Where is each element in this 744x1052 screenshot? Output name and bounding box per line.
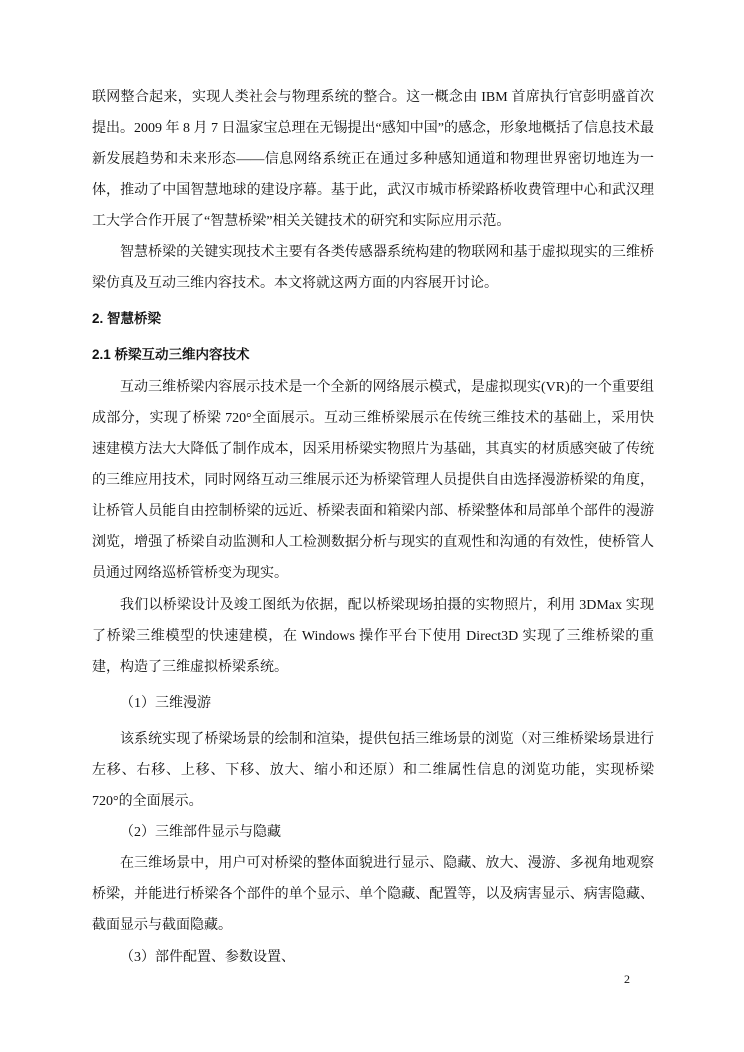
paragraph-roaming: 该系统实现了桥梁场景的绘制和渲染，提供包括三维场景的浏览（对三维桥梁场景进行左移、右移、上移、下移、放大、缩小和还原）和二维属性信息的浏览功能，实现桥梁 720°的全面展示。 bbox=[92, 732, 654, 809]
subheading-show-hide: （2）三维部件显示与隐藏 bbox=[120, 825, 281, 840]
paragraph-key-tech: 智慧桥梁的关键实现技术主要有各类传感器系统构建的物联网和基于虚拟现实的三维桥梁仿真及互动三维内容技术。本文将就这两方面的内容展开讨论。 bbox=[92, 245, 654, 291]
paragraph-intro-cont: 联网整合起来，实现人类社会与物理系统的整合。这一概念由 IBM 首席执行官彭明盛首次提出。2009 年 8 月 7 日温家宝总理在无锡提出“感知中国”的感念，形象地概括了信息技术最新发展趋势和未来形态——信息网络系统正在通过多种感知通道和物理世界密切地连为一体，推动了中国智慧地球的建设序幕。基于此，武汉市城市桥梁路桥收费管理中心和武汉理工大学合作开展了“智慧桥梁”相关关键技术的研究和实际应用示范。 bbox=[92, 90, 654, 229]
subheading-3d-roaming: （1）三维漫游 bbox=[120, 696, 211, 711]
paragraph-interactive-3d: 互动三维桥梁内容展示技术是一个全新的网络展示模式，是虚拟现实(VR)的一个重要组成部分，实现了桥梁 720°全面展示。互动三维桥梁展示在传统三维技术的基础上，采用快速建模方法大大降低了制作成本，因采用桥梁实物照片为基础，其真实的材质感突破了传统的三维应用技术，同时网络互动三维展示还为桥梁管理人员提供自由选择漫游桥梁的角度，让桥管人员能自由控制桥梁的远近、桥梁表面和箱梁内部、桥梁整体和局部单个部件的漫游浏览，增强了桥梁自动监测和人工检测数据分析与现实的直观性和沟通的有效性，使桥管人员通过网络巡桥管桥变为现实。 bbox=[92, 380, 654, 581]
section-heading-2: 2. 智慧桥梁 bbox=[92, 311, 162, 326]
paragraph-modeling: 我们以桥梁设计及竣工图纸为依据，配以桥梁现场拍摄的实物照片，利用 3DMax 实现了桥梁三维模型的快速建模，在 Windows 操作平台下使用 Direct3D 实现了三维桥梁的重建，构造了三维虚拟桥梁系统。 bbox=[92, 598, 654, 675]
section-heading-2-1: 2.1 桥梁互动三维内容技术 bbox=[92, 347, 250, 362]
subheading-config: （3）部件配置、参数设置、 bbox=[120, 950, 295, 965]
paragraph-show-hide: 在三维场景中，用户可对桥梁的整体面貌进行显示、隐藏、放大、漫游、多视角地观察桥梁，并能进行桥梁各个部件的单个显示、单个隐藏、配置等，以及病害显示、病害隐藏、截面显示与截面隐藏。 bbox=[92, 856, 654, 933]
page-number: 2 bbox=[624, 972, 630, 986]
